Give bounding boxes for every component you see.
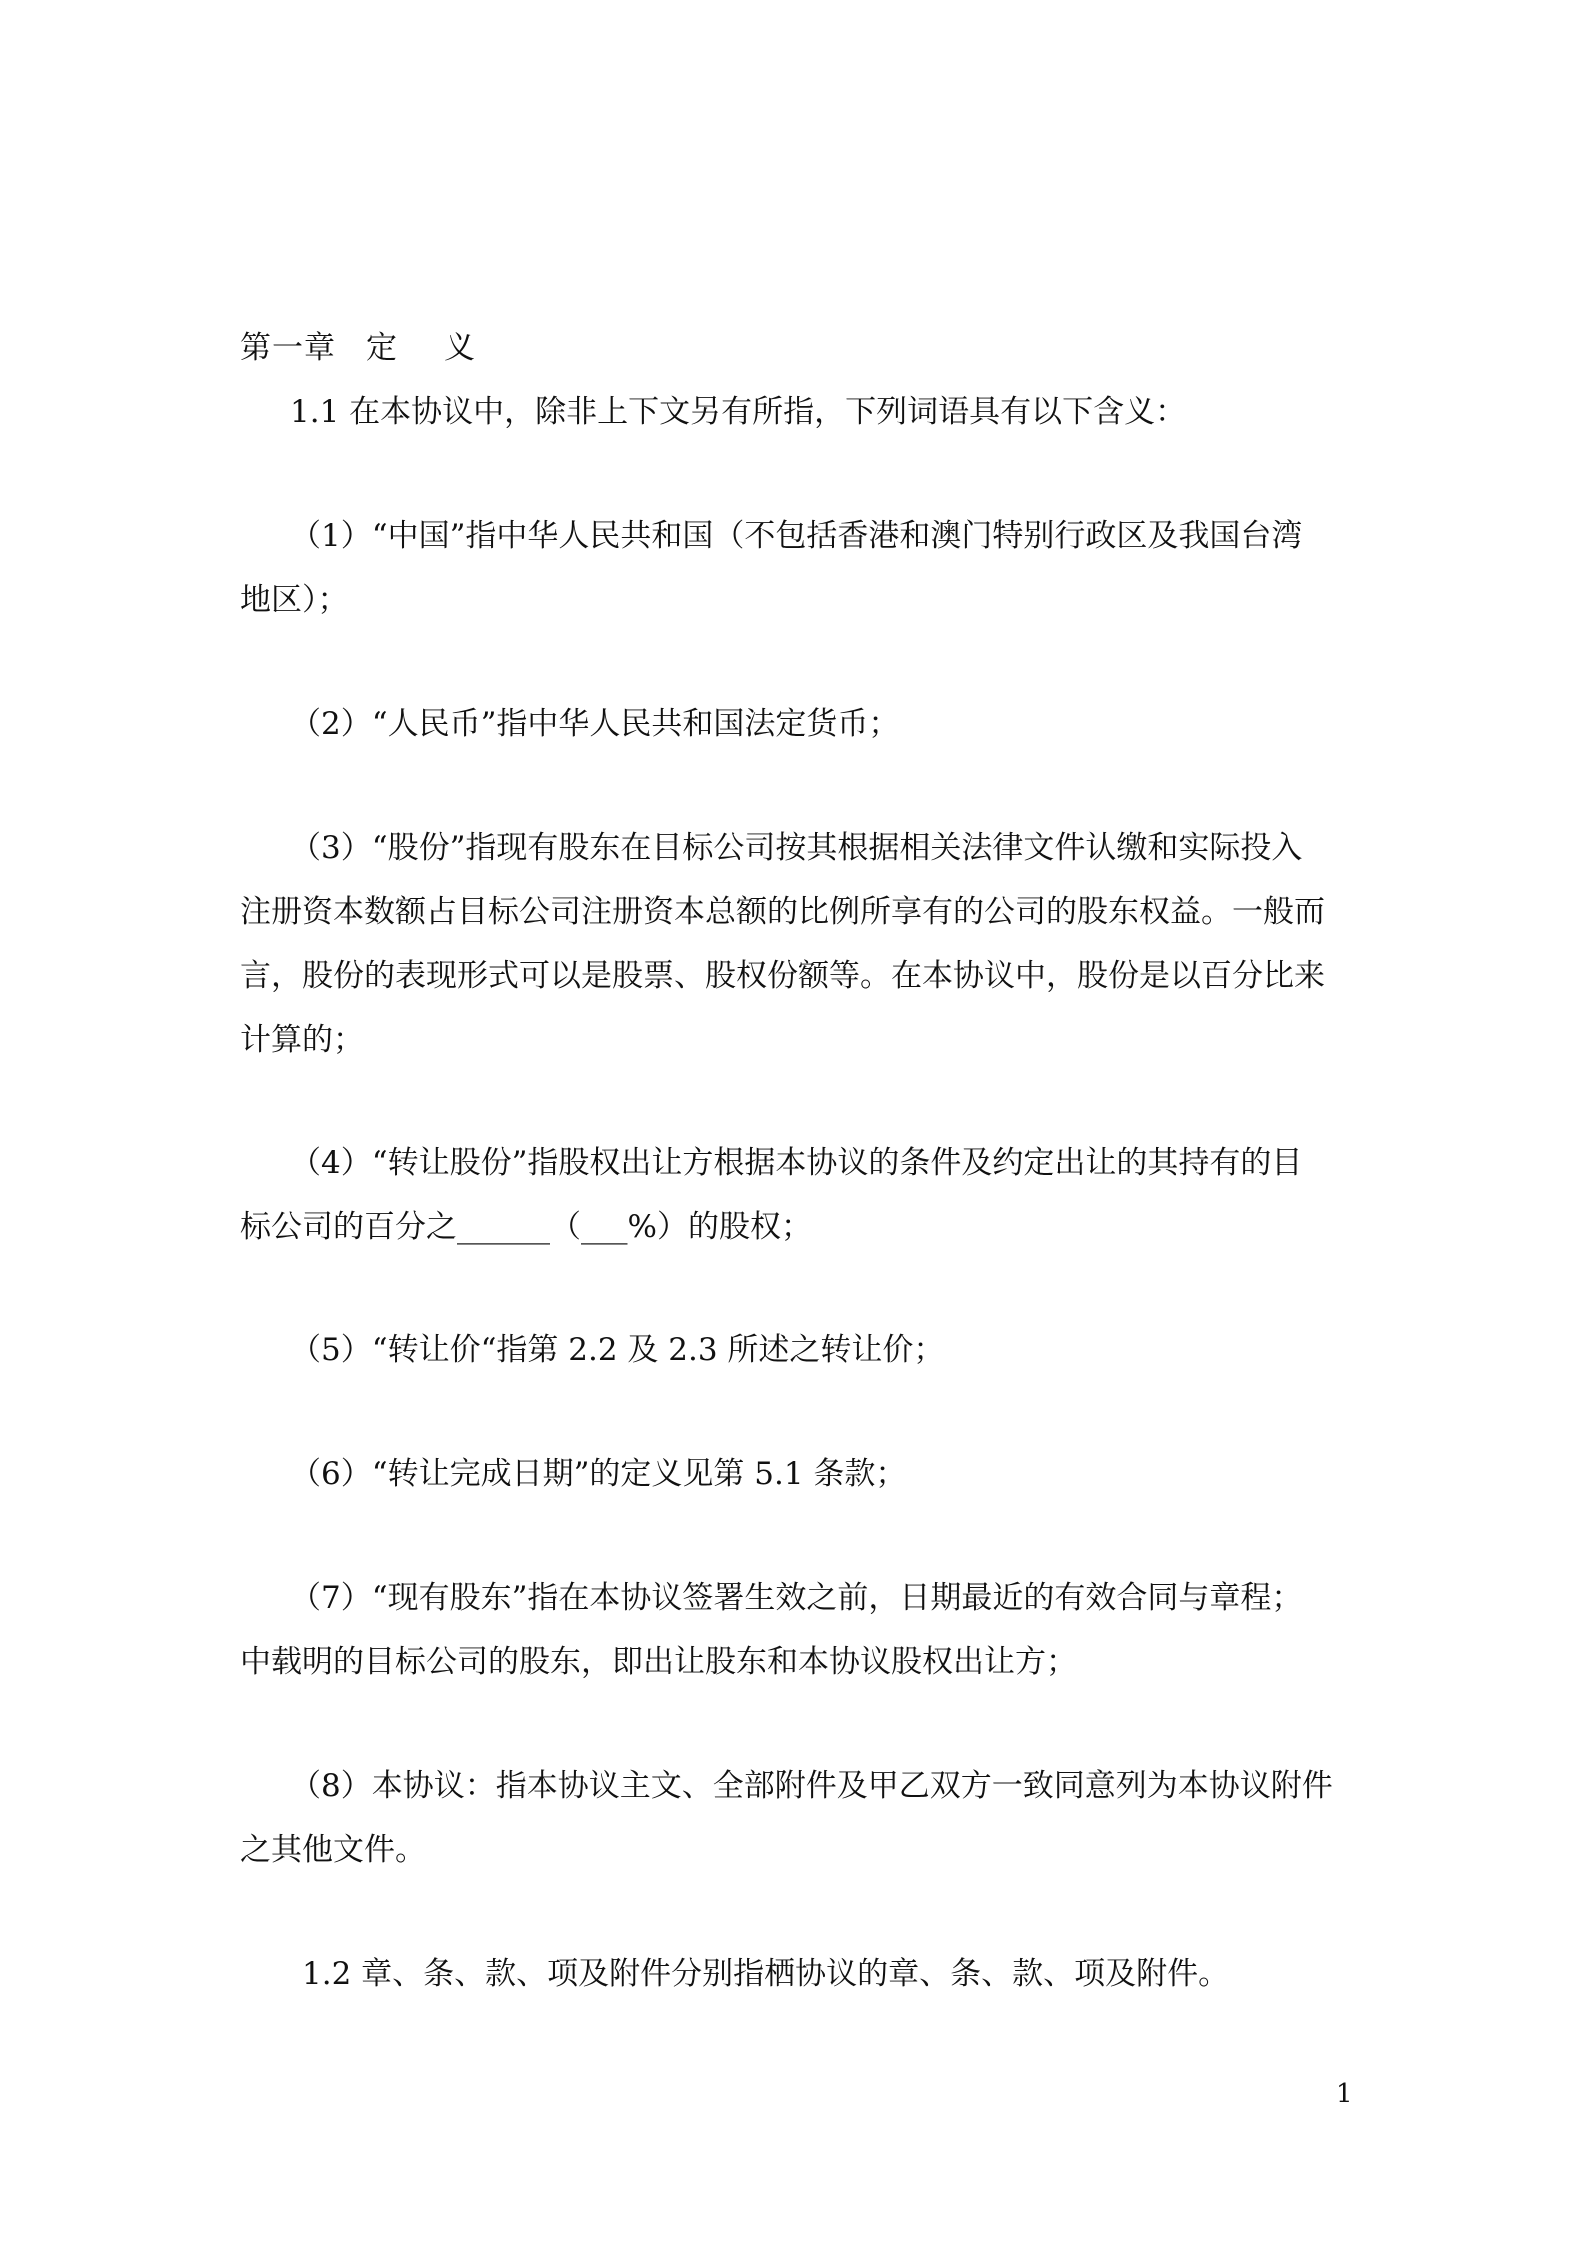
definition-8-line-2: 之其他文件。 <box>240 1832 426 1868</box>
definition-6: （6）“转让完成日期”的定义见第 5.1 条款； <box>290 1456 907 1492</box>
chapter-heading-title-char-1: 定 <box>366 330 398 366</box>
clause-1-2: 1.2 章、条、款、项及附件分别指栖协议的章、条、款、项及附件。 <box>302 1956 1230 1992</box>
chapter-heading <box>240 316 1360 380</box>
definition-3-line-2: 注册资本数额占目标公司注册资本总额的比例所享有的公司的股东权益。一般而 <box>240 894 1325 930</box>
definition-7-line-2: 中载明的目标公司的股东，即出让股东和本协议股权出让方； <box>240 1644 1077 1680</box>
definition-3-line-3: 言，股份的表现形式可以是股票、股权份额等。在本协议中，股份是以百分比来 <box>240 958 1325 994</box>
definition-3-line-4: 计算的； <box>240 1022 364 1058</box>
definition-4-line-2: 标公司的百分之______（___%）的股权； <box>240 1209 812 1245</box>
page-number: 1 <box>1336 2079 1353 2109</box>
chapter-heading-title-char-2: 义 <box>444 330 476 366</box>
definition-3-line-1: （3）“股份”指现有股东在目标公司按其根据相关法律文件认缴和实际投入 <box>290 830 1303 866</box>
definition-2: （2）“人民币”指中华人民共和国法定货币； <box>290 706 900 742</box>
chapter-heading-number: 第一章 <box>240 330 336 366</box>
definition-4-line-1: （4）“转让股份”指股权出让方根据本协议的条件及约定出让的其持有的目 <box>290 1145 1303 1181</box>
definition-8-line-1: （8）本协议：指本协议主文、全部附件及甲乙双方一致同意列为本协议附件 <box>290 1768 1333 1804</box>
definition-7-line-1: （7）“现有股东”指在本协议签署生效之前，日期最近的有效合同与章程； <box>290 1580 1303 1616</box>
definition-1-line-2: 地区）； <box>240 582 349 618</box>
definition-5: （5）“转让价“指第 2.2 及 2.3 所述之转让价； <box>290 1332 945 1368</box>
definition-1-line-1: （1）“中国”指中华人民共和国（不包括香港和澳门特别行政区及我国台湾 <box>290 518 1303 554</box>
clause-1-1: 1.1 在本协议中，除非上下文另有所指，下列词语具有以下含义： <box>290 394 1187 430</box>
